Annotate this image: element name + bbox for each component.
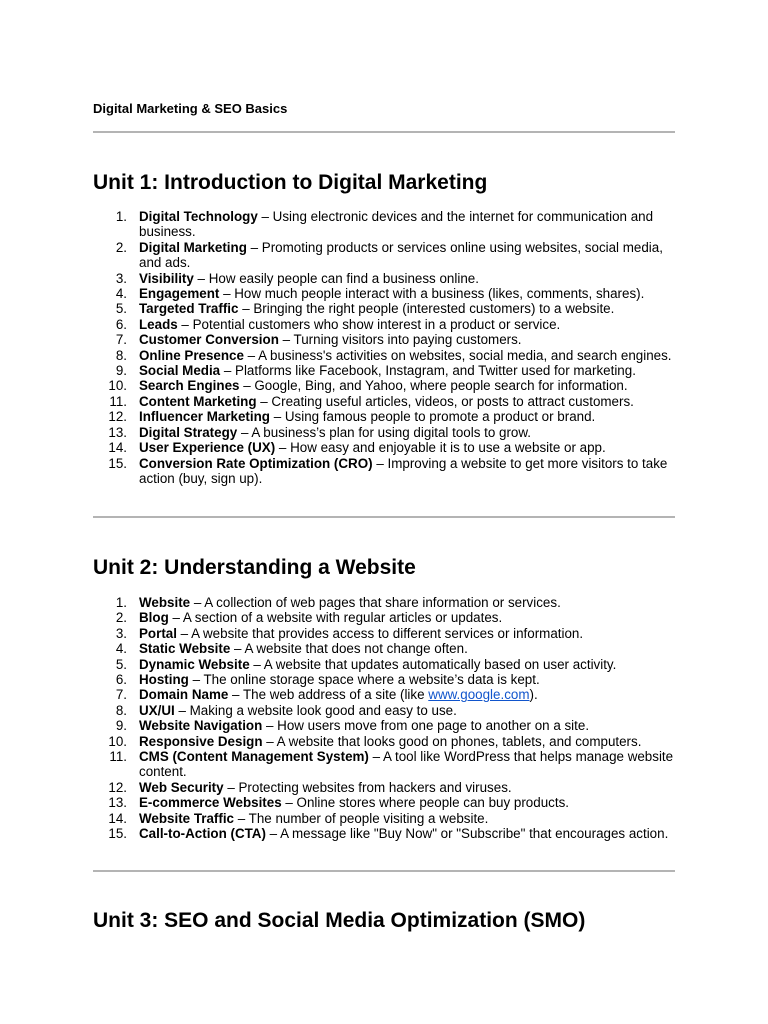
term-name: Conversion Rate Optimization (CRO)	[139, 455, 373, 471]
item-number: 12.	[108, 779, 127, 795]
item-number: 6.	[115, 672, 127, 688]
list-item	[93, 240, 675, 271]
term-name: Website	[139, 595, 191, 610]
term-name: Leads	[139, 316, 178, 332]
term-name: Responsive Design	[139, 733, 263, 749]
item-number: 1.	[115, 595, 127, 610]
term-description: – A section of a website with regular articles or updates.	[168, 610, 503, 626]
item-number: 15.	[108, 826, 127, 842]
term-description: – Protecting websites from hackers and viruses.	[223, 779, 512, 795]
term-description: – How users move from one page to another on a site.	[262, 718, 590, 734]
list-item	[93, 332, 675, 347]
term-description: – Platforms like Facebook, Instagram, and Twitter used for marketing.	[220, 363, 636, 379]
item-number: 3.	[115, 625, 127, 641]
item-number: 15.	[108, 455, 127, 471]
term-description: – The online storage space where a website’s data is kept.	[188, 672, 540, 688]
item-number: 10.	[108, 733, 127, 749]
item-number: 3.	[115, 270, 127, 286]
list-item	[93, 595, 675, 610]
list-item	[93, 456, 675, 487]
list-item	[93, 811, 675, 826]
list-item	[93, 795, 675, 810]
term-description: – Google, Bing, and Yahoo, where people search for information.	[239, 378, 628, 394]
term-description: – The number of people visiting a website.	[234, 810, 489, 826]
term-description: – Promoting products or services online using websites, social media, and ads.	[139, 239, 663, 271]
term-description: – How easy and enjoyable it is to use a website or app.	[275, 440, 606, 456]
term-name: Digital Technology	[139, 209, 258, 224]
term-description: – A collection of web pages that share information or services.	[190, 595, 561, 610]
list-item	[93, 271, 675, 286]
term-name: Digital Strategy	[139, 424, 238, 440]
term-description: – A website that updates automatically based on user activity.	[249, 656, 617, 672]
list-item	[93, 286, 675, 301]
term-name: Influencer Marketing	[139, 409, 270, 425]
list-item	[93, 209, 675, 240]
term-name: Portal	[139, 625, 177, 641]
term-description: – The web address of a site (like	[228, 687, 429, 703]
list-item	[93, 378, 675, 393]
term-description: – Using famous people to promote a product or brand.	[269, 409, 596, 425]
term-name: CMS (Content Management System)	[139, 749, 369, 765]
term-description: – A website that does not change often.	[230, 641, 468, 657]
list-item	[93, 703, 675, 718]
item-number: 13.	[108, 795, 127, 811]
list-item	[93, 657, 675, 672]
list-item	[93, 780, 675, 795]
list-item	[93, 687, 675, 702]
term-description: – Creating useful articles, videos, or posts to attract customers.	[256, 393, 634, 409]
list-item	[93, 641, 675, 656]
item-number: 8.	[115, 702, 127, 718]
item-number: 7.	[115, 687, 127, 703]
item-number: 6.	[115, 316, 127, 332]
list-item	[93, 394, 675, 409]
list-item	[93, 734, 675, 749]
term-name: UX/UI	[139, 702, 175, 718]
term-name: Web Security	[139, 779, 224, 795]
term-description: – Improving a website to get more visitors to take action (buy, sign up).	[139, 455, 668, 486]
google-link[interactable]: www.google.com	[428, 687, 530, 703]
horizontal-rule	[93, 131, 675, 133]
list-item	[93, 317, 675, 332]
term-description: – A message like "Buy Now" or "Subscribe" that encourages action.	[265, 826, 669, 842]
term-description: – How easily people can find a business online.	[193, 270, 479, 286]
unit-2-title: Unit 2: Understanding a Website	[93, 556, 416, 579]
item-number: 4.	[115, 286, 127, 302]
term-name: Digital Marketing	[139, 239, 247, 255]
term-name: Blog	[139, 610, 169, 626]
term-name: Customer Conversion	[139, 332, 279, 348]
unit-1-term-list	[93, 209, 675, 486]
item-number: 10.	[108, 378, 127, 394]
horizontal-rule	[93, 870, 675, 872]
document-header: Digital Marketing & SEO Basics	[93, 101, 288, 116]
item-number: 5.	[115, 301, 127, 317]
term-name: Engagement	[139, 286, 220, 302]
item-number: 9.	[115, 363, 127, 379]
term-name: Hosting	[139, 672, 189, 688]
item-number: 7.	[115, 332, 127, 348]
term-description: – A tool like WordPress that helps manage website content.	[139, 749, 674, 780]
item-number: 12.	[108, 409, 127, 425]
term-name: Online Presence	[139, 347, 244, 363]
term-description: – Potential customers who show interest in a product or service.	[177, 316, 561, 332]
list-item	[93, 718, 675, 733]
term-description: – A business’s plan for using digital tools to grow.	[237, 424, 532, 440]
term-name: Content Marketing	[139, 393, 257, 409]
term-name: Search Engines	[139, 378, 240, 394]
term-description: – Making a website look good and easy to use.	[174, 702, 457, 718]
list-item	[93, 348, 675, 363]
term-description: – Using electronic devices and the internet for communication and business.	[139, 209, 654, 240]
term-name: Social Media	[139, 363, 221, 379]
item-number: 4.	[115, 641, 127, 657]
term-name: Website Traffic	[139, 810, 235, 826]
unit-2-term-list	[93, 595, 675, 842]
term-description: – How much people interact with a business (likes, comments, shares).	[219, 286, 645, 302]
list-item	[93, 749, 675, 780]
list-item	[93, 363, 675, 378]
list-item	[93, 409, 675, 424]
unit-3-title: Unit 3: SEO and Social Media Optimization (SMO)	[93, 909, 586, 932]
list-item	[93, 610, 675, 625]
term-name: Static Website	[139, 641, 231, 657]
term-description-end: ).	[529, 687, 538, 703]
term-description: – A website that looks good on phones, tablets, and computers.	[262, 733, 642, 749]
term-description: – A business's activities on websites, social media, and search engines.	[243, 347, 672, 363]
term-name: User Experience (UX)	[139, 440, 276, 456]
term-description: – Turning visitors into paying customers.	[278, 332, 522, 348]
item-number: 14.	[108, 440, 127, 456]
term-name: Website Navigation	[139, 718, 263, 734]
term-name: E-commerce Websites	[139, 795, 282, 811]
unit-1-title: Unit 1: Introduction to Digital Marketing	[93, 171, 488, 194]
item-number: 8.	[115, 347, 127, 363]
term-description: – Online stores where people can buy products.	[281, 795, 569, 811]
term-name: Dynamic Website	[139, 656, 250, 672]
list-item	[93, 626, 675, 641]
item-number: 5.	[115, 656, 127, 672]
item-number: 11.	[109, 393, 127, 409]
item-number: 9.	[115, 718, 127, 734]
term-description: – Bringing the right people (interested customers) to a website.	[238, 301, 615, 317]
list-item	[93, 672, 675, 687]
item-number: 1.	[115, 209, 127, 224]
list-item	[93, 440, 675, 455]
list-item	[93, 826, 675, 841]
term-name: Call-to-Action (CTA)	[139, 826, 266, 842]
term-name: Visibility	[139, 270, 194, 286]
item-number: 2.	[115, 239, 127, 255]
term-description: – A website that provides access to different services or information.	[176, 625, 584, 641]
term-name: Domain Name	[139, 687, 229, 703]
horizontal-rule	[93, 516, 675, 518]
term-name: Targeted Traffic	[139, 301, 239, 317]
item-number: 2.	[115, 610, 127, 626]
item-number: 13.	[108, 424, 127, 440]
item-number: 11.	[109, 749, 127, 765]
item-number: 14.	[108, 810, 127, 826]
list-item	[93, 425, 675, 440]
list-item	[93, 301, 675, 316]
